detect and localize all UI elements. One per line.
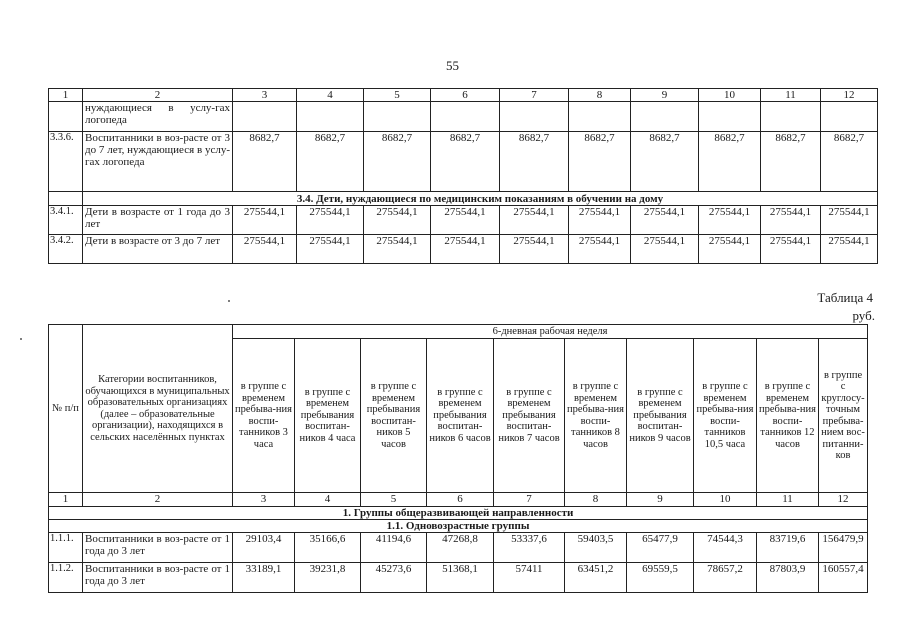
- row-label: Воспитанники в воз-расте от 3 до 7 лет, нуждающиеся в услу-гах логопеда: [83, 132, 233, 192]
- value-cell: 275544,1: [364, 235, 431, 264]
- section-row: [49, 192, 878, 206]
- duration-header: в группе с временем пребыва-ния воспи-танников 8 часов: [565, 339, 627, 493]
- tariff-table-4: [48, 324, 868, 593]
- column-number-row: [49, 493, 868, 507]
- value-cell: 275544,1: [297, 235, 364, 264]
- col-num: 2: [83, 89, 233, 102]
- col-num: 3: [233, 89, 297, 102]
- duration-header: в группе с временем пребыва-ния воспи-танников 10,5 часа: [694, 339, 757, 493]
- value-cell: 8682,7: [699, 132, 761, 192]
- value-cell: 87803,9: [757, 563, 819, 593]
- value-cell: 275544,1: [569, 235, 631, 264]
- value-cell: 78657,2: [694, 563, 757, 593]
- col-num: 6: [431, 89, 500, 102]
- col-num: 7: [494, 493, 565, 507]
- page-number: 55: [446, 58, 459, 73]
- value-cell: 275544,1: [699, 235, 761, 264]
- value-cell: 45273,6: [361, 563, 427, 593]
- col-num: 4: [297, 89, 364, 102]
- col-num: 2: [83, 493, 233, 507]
- col-num: 4: [295, 493, 361, 507]
- value-cell: 51368,1: [427, 563, 494, 593]
- value-cell: 160557,4: [819, 563, 868, 593]
- value-cell: 33189,1: [233, 563, 295, 593]
- value-cell: 156479,9: [819, 533, 868, 563]
- col-num: 8: [565, 493, 627, 507]
- row-index: 3.4.2.: [49, 235, 83, 264]
- duration-header: в группе с временем пребывания воспитан-ников 9 часов: [627, 339, 694, 493]
- col-num: 8: [569, 89, 631, 102]
- value-cell: 275544,1: [364, 206, 431, 235]
- value-cell: 8682,7: [569, 132, 631, 192]
- col-num: 9: [627, 493, 694, 507]
- value-cell: 39231,8: [295, 563, 361, 593]
- table-caption: Таблица 4: [817, 290, 873, 305]
- duration-header: в группе с круглосу-точным пребыва-нием вос-питанни-ков: [819, 339, 868, 493]
- col-num: 10: [699, 89, 761, 102]
- row-index: 3.4.1.: [49, 206, 83, 235]
- value-cell: 47268,8: [427, 533, 494, 563]
- row-label: Воспитанники в воз-расте от 1 года до 3 лет: [83, 563, 233, 593]
- value-cell: 83719,6: [757, 533, 819, 563]
- unit-label: руб.: [852, 308, 875, 323]
- value-cell: 69559,5: [627, 563, 694, 593]
- value-cell: 53337,6: [494, 533, 565, 563]
- col-num: 5: [361, 493, 427, 507]
- scan-speck: [20, 338, 22, 340]
- value-cell: 74544,3: [694, 533, 757, 563]
- section-row: [49, 520, 868, 533]
- tariff-table-continued: [48, 88, 878, 264]
- value-cell: 275544,1: [821, 235, 878, 264]
- value-cell: 57411: [494, 563, 565, 593]
- section-row: [49, 507, 868, 520]
- value-cell: 8682,7: [364, 132, 431, 192]
- category-header: Категории воспитанников, обучающихся в муниципальных образовательных организациях (далее – образовательные организации), находящихся в сельских населённых пунктах: [83, 325, 233, 493]
- duration-header: в группе с временем пребыва-ния воспи-танников 3 часа: [233, 339, 295, 493]
- value-cell: 8682,7: [761, 132, 821, 192]
- value-cell: 275544,1: [761, 206, 821, 235]
- row-label: нуждающиеся в услу-гах логопеда: [83, 102, 233, 132]
- row-index: 1.1.1.: [49, 533, 83, 563]
- value-cell: 275544,1: [821, 206, 878, 235]
- duration-header: в группе с временем пребывания воспитан-ников 6 часов: [427, 339, 494, 493]
- value-cell: 275544,1: [500, 235, 569, 264]
- col-num: 7: [500, 89, 569, 102]
- value-cell: 8682,7: [233, 132, 297, 192]
- value-cell: 59403,5: [565, 533, 627, 563]
- table-row: [49, 102, 878, 132]
- value-cell: 8682,7: [297, 132, 364, 192]
- row-index: 3.3.6.: [49, 132, 83, 192]
- value-cell: 65477,9: [627, 533, 694, 563]
- value-cell: 275544,1: [631, 206, 699, 235]
- value-cell: 275544,1: [431, 206, 500, 235]
- col-num: 6: [427, 493, 494, 507]
- table-row: [49, 563, 868, 593]
- scan-speck: [228, 300, 230, 302]
- value-cell: 275544,1: [500, 206, 569, 235]
- value-cell: 275544,1: [569, 206, 631, 235]
- col-num: 11: [757, 493, 819, 507]
- value-cell: 8682,7: [821, 132, 878, 192]
- col-num: 1: [49, 89, 83, 102]
- header-row: [49, 325, 868, 339]
- value-cell: 275544,1: [699, 206, 761, 235]
- section-heading: 3.4. Дети, нуждающиеся по медицинским показаниям в обучении на дому: [83, 192, 878, 206]
- row-label: Дети в возрасте от 3 до 7 лет: [83, 235, 233, 264]
- col-no-header: № п/п: [49, 325, 83, 493]
- value-cell: 275544,1: [431, 235, 500, 264]
- row-label: Воспитанники в воз-расте от 1 года до 3 лет: [83, 533, 233, 563]
- value-cell: 35166,6: [295, 533, 361, 563]
- value-cell: 8682,7: [500, 132, 569, 192]
- week-header: 6-дневная рабочая неделя: [233, 325, 868, 339]
- col-num: 11: [761, 89, 821, 102]
- duration-header: в группе с временем пребывания воспитан-ников 4 часа: [295, 339, 361, 493]
- table-row: [49, 206, 878, 235]
- value-cell: 275544,1: [761, 235, 821, 264]
- value-cell: 29103,4: [233, 533, 295, 563]
- section-heading: 1. Группы общеразвивающей направленности: [49, 507, 868, 520]
- value-cell: 8682,7: [631, 132, 699, 192]
- col-num: 12: [821, 89, 878, 102]
- duration-header: в группе с временем пребыва-ния воспи-танников 12 часов: [757, 339, 819, 493]
- col-num: 1: [49, 493, 83, 507]
- table-row: [49, 235, 878, 264]
- duration-header: в группе с временем пребывания воспитан-ников 7 часов: [494, 339, 565, 493]
- row-label: Дети в возрасте от 1 года до 3 лет: [83, 206, 233, 235]
- value-cell: 63451,2: [565, 563, 627, 593]
- value-cell: 41194,6: [361, 533, 427, 563]
- col-num: 10: [694, 493, 757, 507]
- value-cell: 275544,1: [631, 235, 699, 264]
- subsection-heading: 1.1. Одновозрастные группы: [49, 520, 868, 533]
- row-index: 1.1.2.: [49, 563, 83, 593]
- table-row: [49, 533, 868, 563]
- col-num: 3: [233, 493, 295, 507]
- value-cell: 8682,7: [431, 132, 500, 192]
- value-cell: 275544,1: [233, 235, 297, 264]
- value-cell: 275544,1: [297, 206, 364, 235]
- col-num: 12: [819, 493, 868, 507]
- table-row: [49, 132, 878, 192]
- col-num: 5: [364, 89, 431, 102]
- column-number-row: [49, 89, 878, 102]
- col-num: 9: [631, 89, 699, 102]
- value-cell: 275544,1: [233, 206, 297, 235]
- duration-header: в группе с временем пребывания воспитан-ников 5 часов: [361, 339, 427, 493]
